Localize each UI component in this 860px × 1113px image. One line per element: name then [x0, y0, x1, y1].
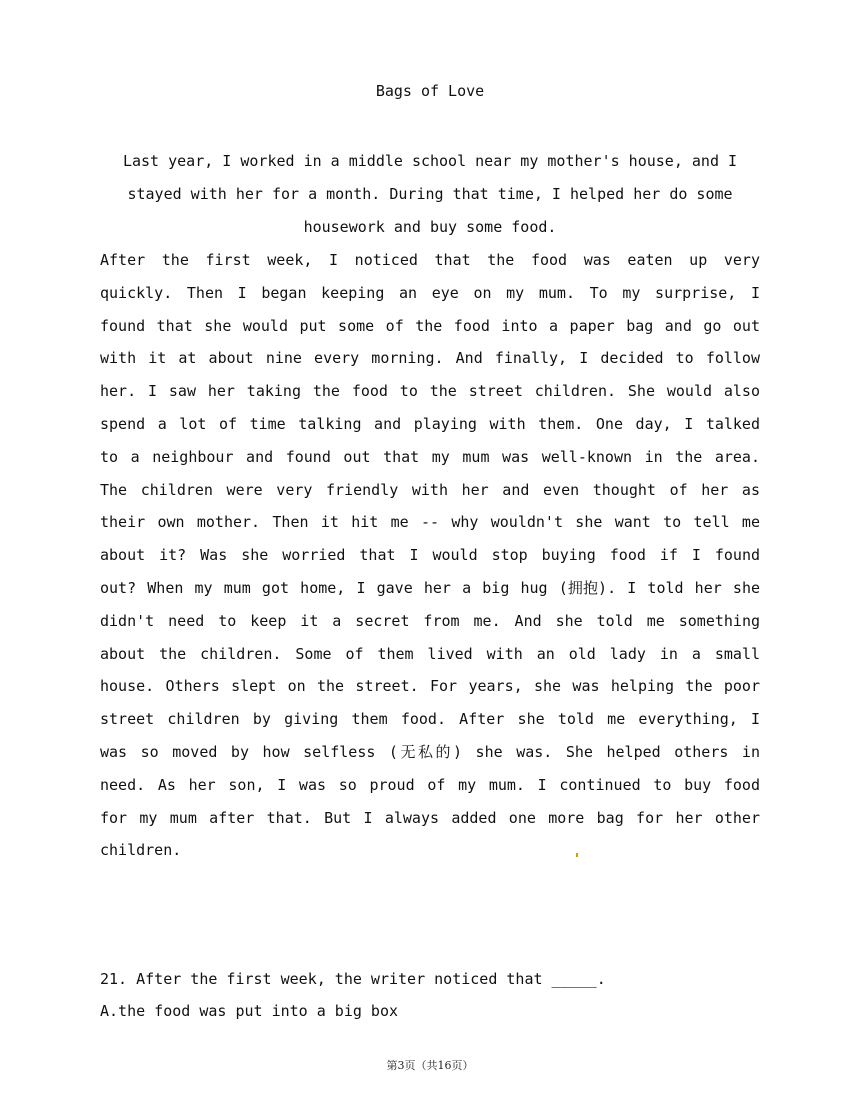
document-title: Bags of Love: [375, 82, 485, 100]
question-21: 21. After the first week, the writer noticed that _____.: [100, 970, 606, 988]
intro-paragraph: Last year, I worked in a middle school near my mother's house, and I stayed with her for a month. During that time, I helped her do some housework and buy some food.: [122, 152, 738, 236]
cursor-mark: [576, 853, 578, 857]
body-paragraph: After the first week, I noticed that the food was eaten up very quickly. Then I began keeping an eye on my mum. To my surprise, I found that she would put some of the food into a paper bag and go out with it at about nine every morning. And finally, I decided to follow her. I saw her taking the food to the street children. She would also spend a lot of time talking and playing with them. One day, I talked to a neighbour and found out that my mum was well-known in the area. The children were very friendly with her and even thought of her as their own mother. Then it hit me -- why wouldn't she want to tell me about it? Was she worried that I would stop buying food if I found out? When my mum got home, I gave her a big hug (拥抱). I told her she didn't need to keep it a secret from me. And she told me something about the children. Some of them lived with an old lady in a small house. Others slept on the street. For years, she was helping the poor street children by giving them food. After she told me everything, I was so moved by how selfless (无私的) she was. She helped others in need. As her son, I was so proud of my mum. I continued to buy food for my mum after that. But I always added one more bag for her other children.: [100, 251, 760, 860]
page-footer: 第3页（共16页）: [386, 1059, 474, 1072]
option-a: A.the food was put into a big box: [100, 1002, 399, 1020]
